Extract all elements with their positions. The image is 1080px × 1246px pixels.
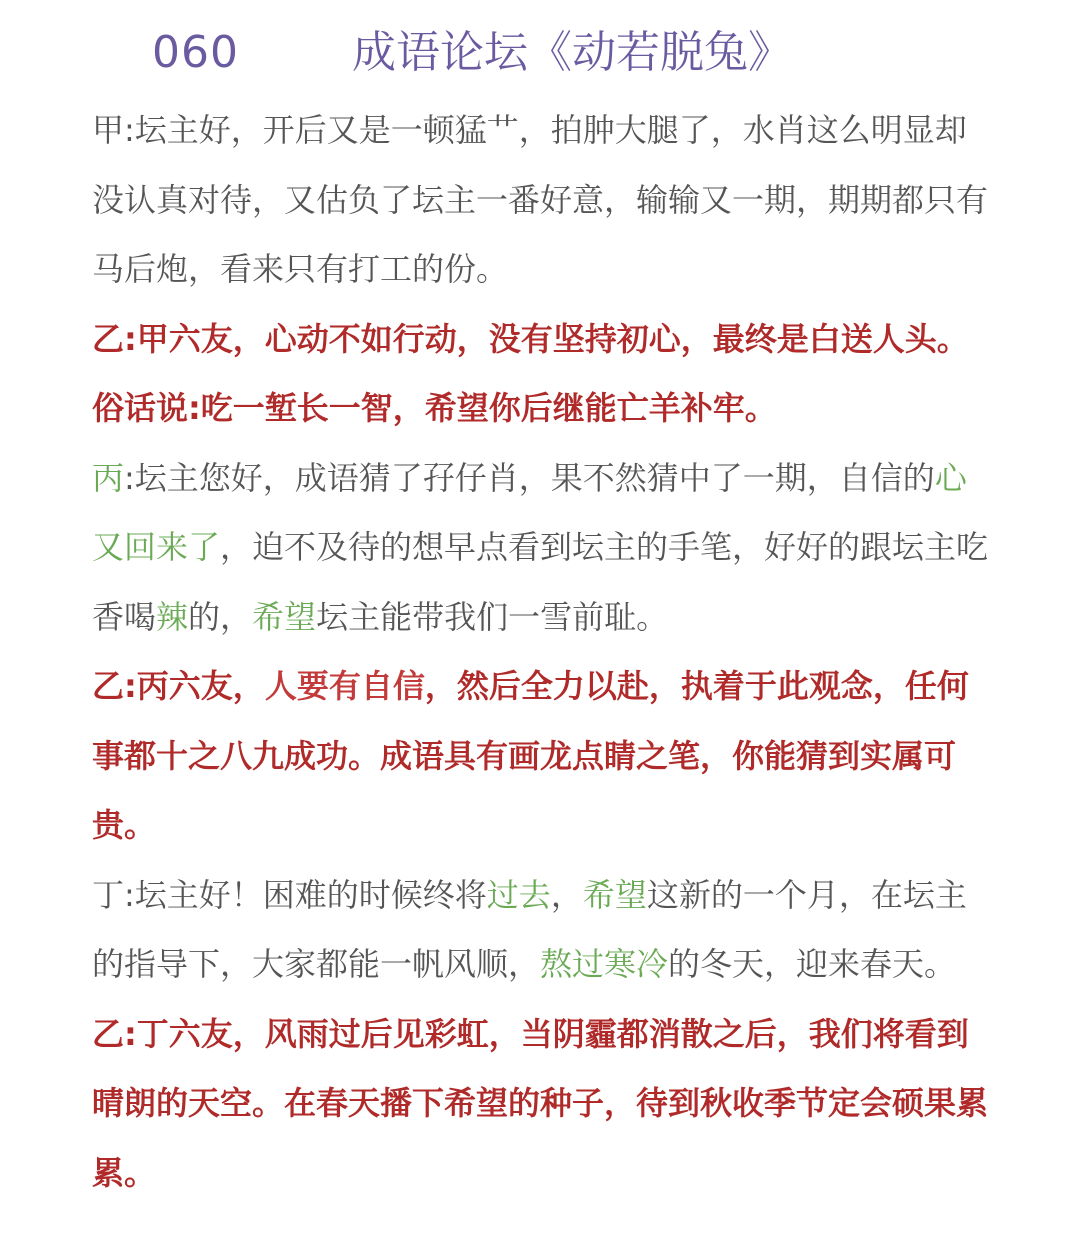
post-segment: 过去 (486, 875, 551, 914)
post-question-jia (92, 96, 992, 305)
post-segment: 的冬天，迎来春天。 (668, 945, 957, 983)
forum-content (92, 96, 992, 1208)
post-segment: 熬过寒冷 (540, 945, 669, 983)
post-segment: :坛主您好，成语猜了孖仔肖，果不然猜中了一期，自信的 (124, 458, 935, 497)
post-question-ding (92, 861, 992, 1000)
post-segment: 希望 (582, 875, 647, 914)
post-segment: 坛主能带我们一雪前耻。 (316, 597, 669, 636)
post-segment: 心又回来了 (92, 458, 967, 566)
post-text: 乙:丁六友，风雨过后见彩虹，当阴霾都消散之后，我们将看到晴朗的天空。在春天播下希望的种子，待到秋收季节定会硕果累累。 (92, 1014, 989, 1192)
post-question-bing (92, 444, 992, 653)
post-answer-jia (92, 305, 992, 444)
post-segment: 乙:丙六友， (92, 667, 265, 705)
post-text: 甲:坛主好，开后又是一顿猛艹，拍肿大腿了，水肖这么明显却没认真对待，又估负了坛主一番好意，输输又一期，期期都只有马后炮，看来只有打工的份。 (92, 111, 989, 288)
post-segment: 希望 (252, 597, 317, 636)
post-segment: 丁:坛主好！困难的时候终将 (92, 875, 487, 914)
page-title: 成语论坛《动若脱兔》 (352, 27, 792, 78)
post-segment: ，然后全力以赴，执着于此观念，任何事都十之八九成功。成语具有画龙点睛之笔，你能猜到实属可贵。 (92, 667, 969, 844)
post-segment: 人要有自信 (264, 667, 425, 705)
post-answer-bing (92, 652, 992, 861)
page-header (0, 22, 1080, 84)
post-text: 乙:甲六友，心动不如行动，没有坚持初心，最终是白送人头。俗话说:吃一堑长一智，希望你后继能亡羊补牢。 (92, 319, 969, 427)
post-segment: 辣 (156, 597, 189, 636)
post-segment: 的， (188, 597, 253, 636)
post-answer-ding (92, 1000, 992, 1209)
issue-number: 060 (152, 27, 239, 78)
post-segment: 丙 (92, 458, 125, 497)
post-segment: ， (550, 875, 583, 914)
post-segment: 这新的一个月，在坛主的指导下，大家都能一帆风顺， (92, 875, 967, 983)
post-segment: ，迫不及待的想早点看到坛主的手笔，好好的跟坛主吃香喝 (92, 528, 989, 636)
